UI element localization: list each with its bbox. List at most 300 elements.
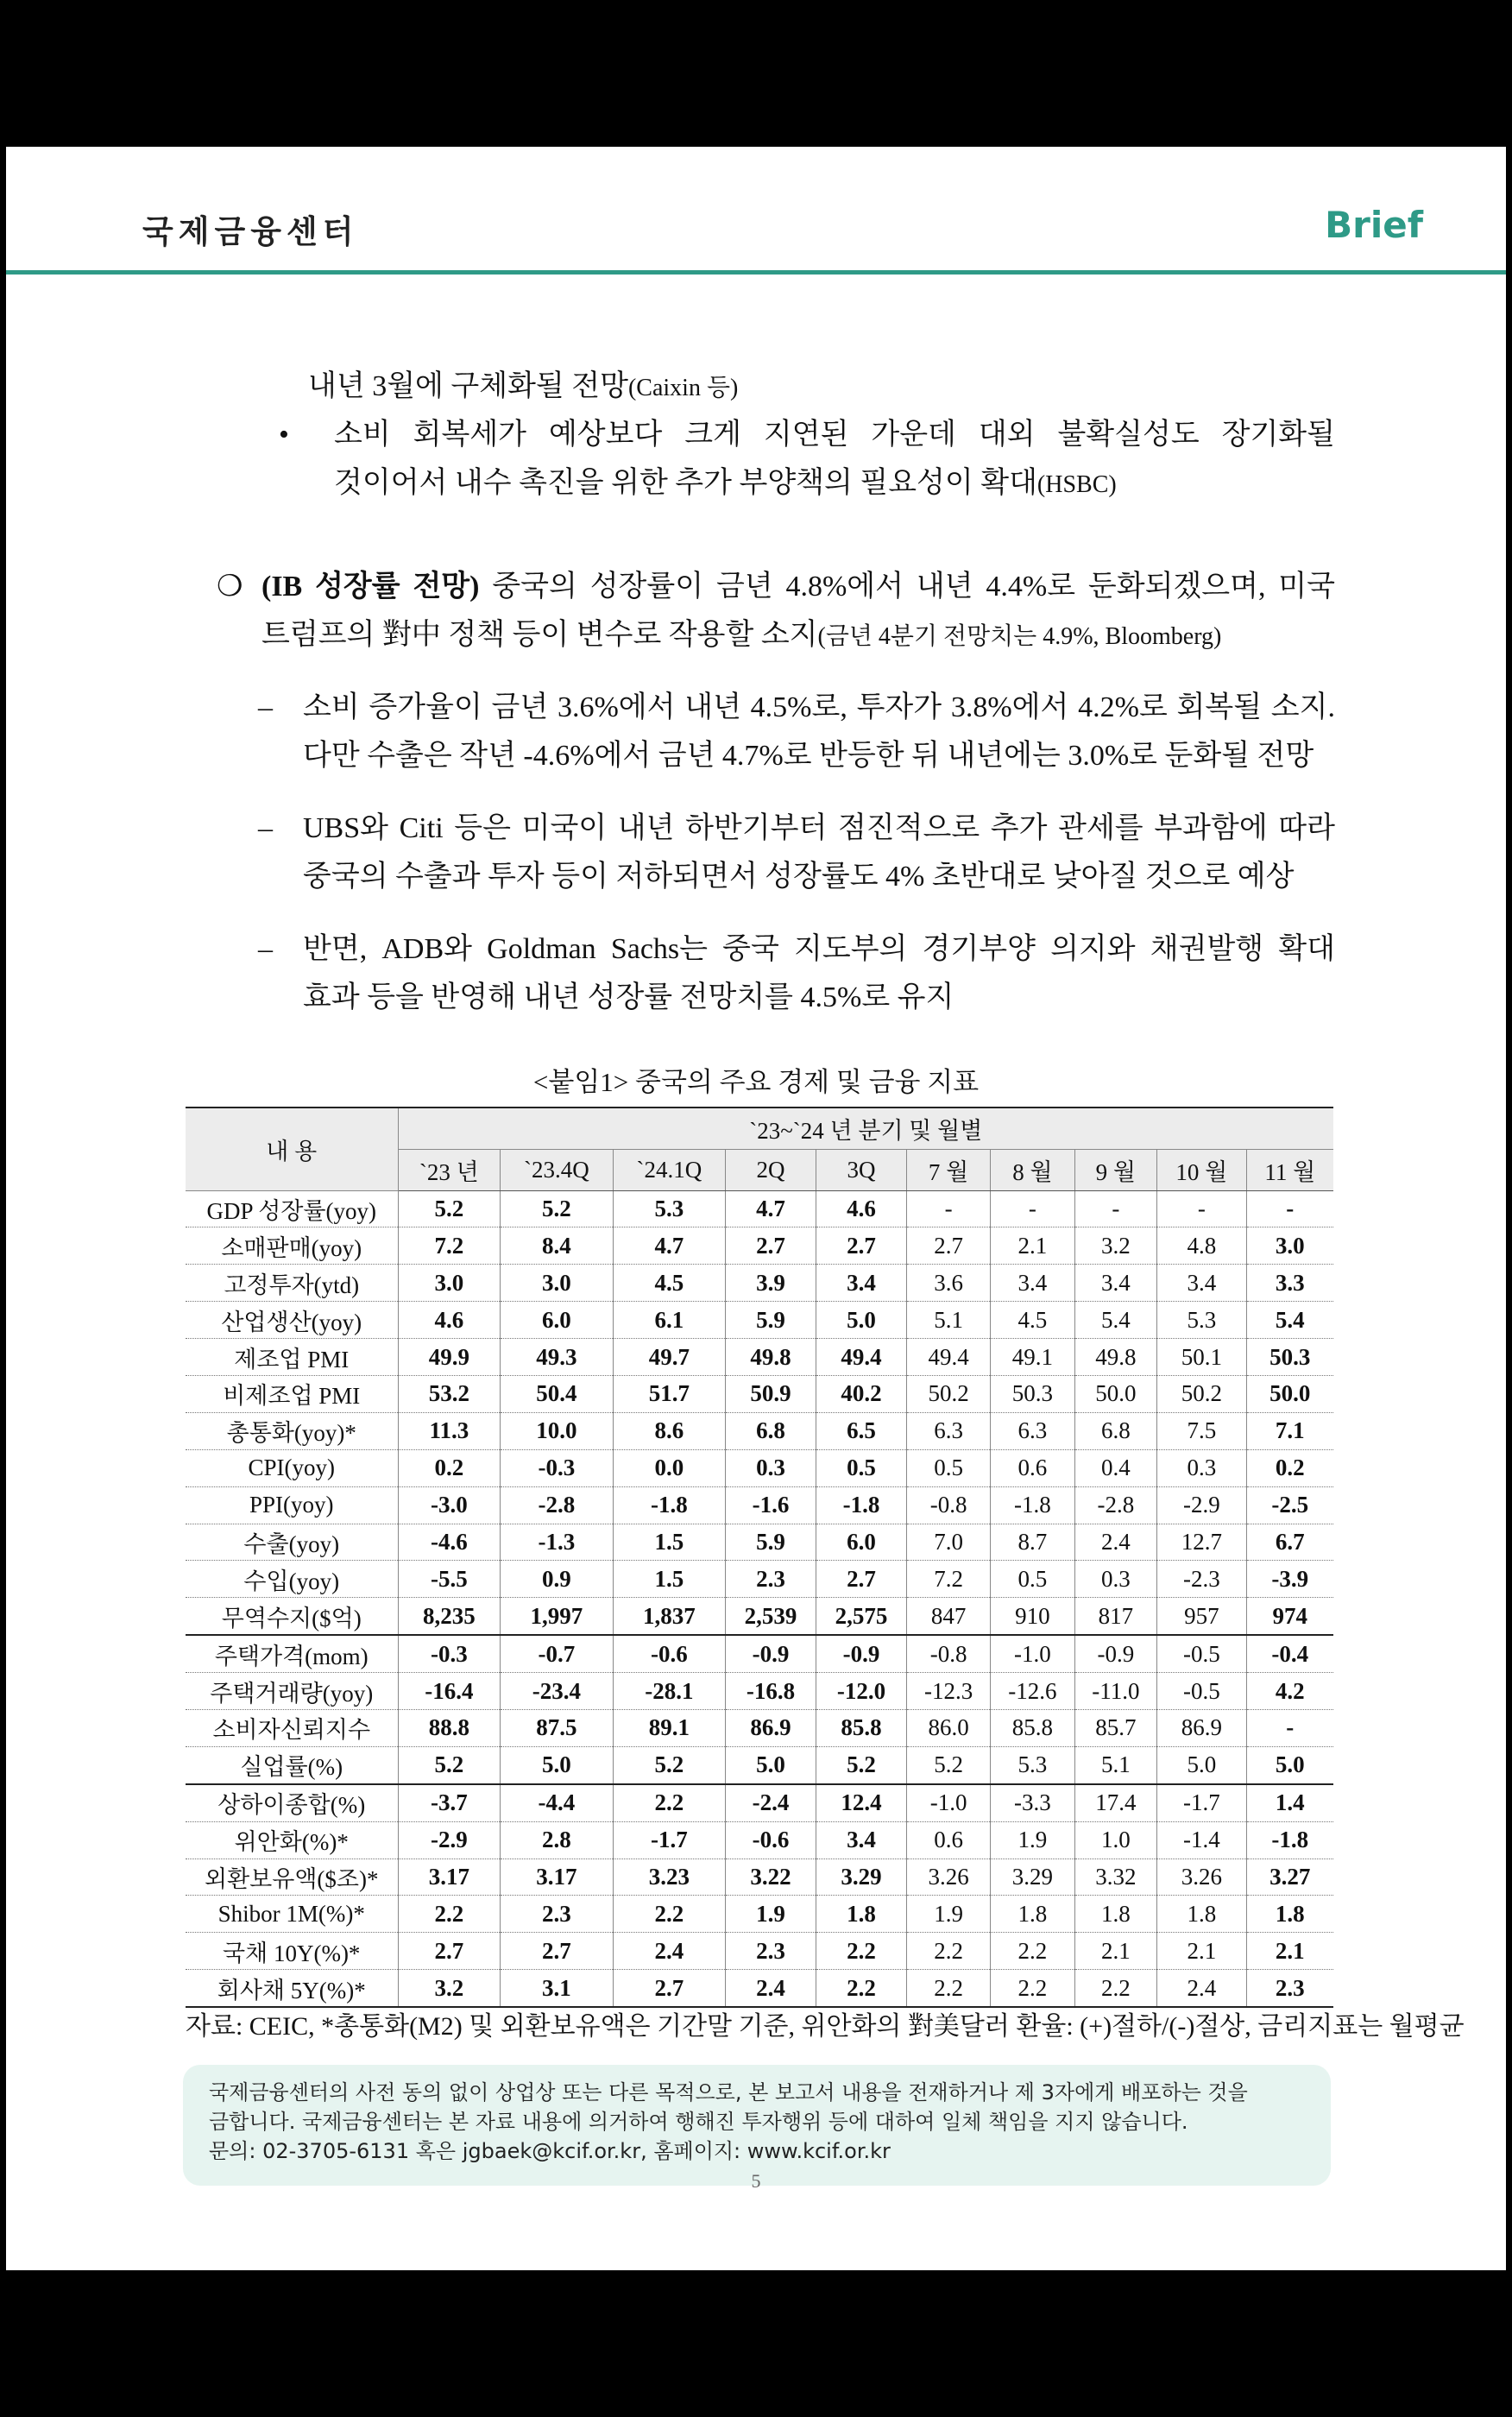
table-cell: -5.5 [398, 1561, 501, 1598]
table-cell: 2,575 [816, 1598, 907, 1635]
table-cell: 3.17 [398, 1859, 501, 1896]
table-cell: 7.2 [906, 1561, 990, 1598]
table-cell: 1.9 [991, 1821, 1074, 1859]
table-cell: 3.4 [816, 1265, 907, 1302]
table-cell: -3.0 [398, 1486, 501, 1524]
org-name: 국제금융센터 [142, 213, 359, 250]
bullet-line-2: 것이어서 내수 촉진을 위한 추가 부양책의 필요성이 확대(HSBC) [334, 467, 1117, 499]
table-source-note: 자료: CEIC, *총통화(M2) 및 외환보유액은 기간말 기준, 위안화의 對美달러 환율: (+)절하/(-)절상, 금리지표는 월평균 [186, 2012, 1465, 2041]
table-cell: -2.9 [1157, 1486, 1246, 1524]
table-cell: 3.17 [501, 1859, 613, 1896]
table-cell: 50.4 [501, 1375, 613, 1412]
table-cell: 49.8 [726, 1339, 816, 1376]
table-cell: - [1157, 1190, 1246, 1227]
table-cell: 5.2 [398, 1190, 501, 1227]
row-label: 외환보유액($조)* [186, 1859, 398, 1896]
table-cell: -2.3 [1157, 1561, 1246, 1598]
table-cell: 1.8 [991, 1896, 1074, 1933]
table-row [186, 1970, 1333, 2007]
table-cell: -0.8 [906, 1635, 990, 1672]
row-label: 산업생산(yoy) [186, 1302, 398, 1339]
table-cell: 85.8 [816, 1709, 907, 1746]
table-row [186, 1709, 1333, 1746]
table-row [186, 1598, 1333, 1635]
table-cell: -4.4 [501, 1784, 613, 1821]
table-cell: 12.4 [816, 1784, 907, 1821]
table-cell: 5.2 [816, 1746, 907, 1783]
table-cell: 7.2 [398, 1227, 501, 1265]
header-divider [6, 270, 1506, 275]
table-cell: 50.0 [1074, 1375, 1157, 1412]
table-cell: 3.29 [991, 1859, 1074, 1896]
table-corner-header: 내 용 [186, 1108, 398, 1190]
table-cell: 5.2 [501, 1190, 613, 1227]
table-cell: 6.0 [501, 1302, 613, 1339]
dash-mark: – [258, 933, 273, 965]
table-cell: 8,235 [398, 1598, 501, 1635]
column-header: 3Q [816, 1149, 907, 1190]
table-cell: 0.3 [726, 1449, 816, 1486]
dash1-line-1: 소비 증가율이 금년 3.6%에서 내년 4.5%로, 투자가 3.8%에서 4.2%로 회복될 소지. [303, 691, 1335, 723]
column-header: 7 월 [906, 1149, 990, 1190]
dash1-line-2: 다만 수출은 작년 -4.6%에서 금년 4.7%로 반등한 뒤 내년에는 3.0%로 둔화될 전망 [303, 740, 1314, 772]
row-label: 소비자신뢰지수 [186, 1709, 398, 1746]
table-row [186, 1412, 1333, 1449]
table-cell: -28.1 [613, 1673, 725, 1710]
table-cell: 6.5 [816, 1412, 907, 1449]
table-cell: 50.2 [906, 1375, 990, 1412]
table-cell: 5.3 [1157, 1302, 1246, 1339]
main-point-line-1: (IB 성장률 전망) 중국의 성장률이 금년 4.8%에서 내년 4.4%로 둔화되겠으며, 미국 [261, 571, 1335, 603]
bullet-line-1: 소비 회복세가 예상보다 크게 지연된 가운데 대외 불확실성도 장기화될 [334, 419, 1335, 451]
table-row [186, 1561, 1333, 1598]
table-cell: 2.3 [1246, 1970, 1333, 2007]
table-cell: 86.9 [726, 1709, 816, 1746]
table-cell: 2.1 [1074, 1933, 1157, 1970]
table-cell: -2.8 [1074, 1486, 1157, 1524]
table-cell: -0.9 [1074, 1635, 1157, 1672]
dash-mark: – [258, 691, 273, 723]
table-cell: 3.32 [1074, 1859, 1157, 1896]
table-cell: 0.0 [613, 1449, 725, 1486]
table-cell: -1.8 [613, 1486, 725, 1524]
row-label: 상하이종합(%) [186, 1784, 398, 1821]
table-cell: 817 [1074, 1598, 1157, 1635]
table-row [186, 1190, 1333, 1227]
table-cell: 5.4 [1246, 1302, 1333, 1339]
table-cell: 2.2 [613, 1896, 725, 1933]
main-point-line-2: 트럼프의 對中 정책 등이 변수로 작용할 소지(금년 4분기 전망치는 4.9%, Bloomberg) [261, 619, 1222, 651]
table-cell: 5.3 [991, 1746, 1074, 1783]
table-cell: 3.6 [906, 1265, 990, 1302]
table-row [186, 1265, 1333, 1302]
table-caption: <붙임1> 중국의 주요 경제 및 금융 지표 [532, 1067, 980, 1097]
table-cell: 1.4 [1246, 1784, 1333, 1821]
row-label: 수입(yoy) [186, 1561, 398, 1598]
table-cell: 3.0 [1246, 1227, 1333, 1265]
period-group-header: `23~`24 년 분기 및 월별 [398, 1108, 1333, 1149]
table-cell: 5.9 [726, 1302, 816, 1339]
bullet-mark: • [279, 419, 289, 451]
table-cell: 0.5 [991, 1561, 1074, 1598]
table-cell: -16.4 [398, 1673, 501, 1710]
table-cell: 2.2 [1074, 1970, 1157, 2007]
table-cell: 2,539 [726, 1598, 816, 1635]
table-cell: 1.8 [1246, 1896, 1333, 1933]
table-cell: 2.7 [398, 1933, 501, 1970]
table-cell: 3.3 [1246, 1265, 1333, 1302]
table-cell: 0.5 [906, 1449, 990, 1486]
table-cell: 5.0 [501, 1746, 613, 1783]
table-cell: -12.0 [816, 1673, 907, 1710]
table-cell: -1.4 [1157, 1821, 1246, 1859]
row-label: 회사채 5Y(%)* [186, 1970, 398, 2007]
table-cell: 2.4 [613, 1933, 725, 1970]
table-cell: -3.9 [1246, 1561, 1333, 1598]
table-cell: 50.1 [1157, 1339, 1246, 1376]
table-cell: 4.7 [726, 1190, 816, 1227]
table-cell: 49.3 [501, 1339, 613, 1376]
table-cell: -0.9 [726, 1635, 816, 1672]
column-header: `23 년 [398, 1149, 501, 1190]
table-cell: 1.8 [816, 1896, 907, 1933]
table-cell: -1.0 [906, 1784, 990, 1821]
table-cell: 87.5 [501, 1709, 613, 1746]
table-cell: 5.4 [1074, 1302, 1157, 1339]
table-cell: 4.7 [613, 1227, 725, 1265]
table-cell: 10.0 [501, 1412, 613, 1449]
table-cell: 0.5 [816, 1449, 907, 1486]
table-cell: 974 [1246, 1598, 1333, 1635]
table-cell: -11.0 [1074, 1673, 1157, 1710]
table-cell: 2.1 [991, 1227, 1074, 1265]
table-cell: -1.8 [991, 1486, 1074, 1524]
table-cell: 1,997 [501, 1598, 613, 1635]
table-cell: 910 [991, 1598, 1074, 1635]
table-cell: 0.6 [991, 1449, 1074, 1486]
table-cell: -0.6 [726, 1821, 816, 1859]
table-cell: 49.4 [816, 1339, 907, 1376]
circle-bullet-mark: ❍ [217, 571, 243, 603]
table-cell: 5.1 [906, 1302, 990, 1339]
table-cell: 5.3 [613, 1190, 725, 1227]
continuation-line: 내년 3월에 구체화될 전망(Caixin 등) [308, 370, 739, 402]
table-cell: 2.2 [816, 1933, 907, 1970]
table-cell: 3.27 [1246, 1859, 1333, 1896]
table-cell: 0.3 [1074, 1561, 1157, 1598]
table-cell: 5.9 [726, 1524, 816, 1561]
table-cell: 5.0 [816, 1302, 907, 1339]
table-cell: 2.4 [726, 1970, 816, 2007]
copyright-notice [183, 2065, 1331, 2186]
table-cell: 1.9 [906, 1896, 990, 1933]
table-row [186, 1746, 1333, 1783]
table-cell: -1.7 [1157, 1784, 1246, 1821]
table-row [186, 1933, 1333, 1970]
table-cell: 50.0 [1246, 1375, 1333, 1412]
table-cell: 6.8 [1074, 1412, 1157, 1449]
table-cell: -1.8 [1246, 1821, 1333, 1859]
table-cell: 3.4 [816, 1821, 907, 1859]
row-label: 무역수지($억) [186, 1598, 398, 1635]
table-cell: 3.2 [1074, 1227, 1157, 1265]
notice-line-3: 문의: 02-3705-6131 혹은 jgbaek@kcif.or.kr, 홈페이지: www.kcif.or.kr [209, 2139, 891, 2163]
table-cell: 50.9 [726, 1375, 816, 1412]
table-cell: 3.0 [501, 1265, 613, 1302]
table-cell: - [991, 1190, 1074, 1227]
row-label: 실업률(%) [186, 1746, 398, 1783]
table-cell: 2.4 [1074, 1524, 1157, 1561]
table-row [186, 1449, 1333, 1486]
table-cell: -0.3 [501, 1449, 613, 1486]
table-cell: 847 [906, 1598, 990, 1635]
table-cell: -1.0 [991, 1635, 1074, 1672]
table-cell: 2.3 [726, 1561, 816, 1598]
table-cell: - [1246, 1190, 1333, 1227]
table-cell: 51.7 [613, 1375, 725, 1412]
table-row [186, 1896, 1333, 1933]
table-row [186, 1673, 1333, 1710]
table-cell: -0.6 [613, 1635, 725, 1672]
table-cell: - [1246, 1709, 1333, 1746]
table-cell: 1.8 [1157, 1896, 1246, 1933]
table-cell: 7.5 [1157, 1412, 1246, 1449]
table-cell: 49.7 [613, 1339, 725, 1376]
table-cell: 0.2 [1246, 1449, 1333, 1486]
table-cell: 86.9 [1157, 1709, 1246, 1746]
table-cell: 6.3 [991, 1412, 1074, 1449]
table-cell: - [906, 1190, 990, 1227]
row-label: 비제조업 PMI [186, 1375, 398, 1412]
document-page [6, 147, 1506, 2270]
table-cell: 2.7 [816, 1227, 907, 1265]
brief-label: Brief [1325, 204, 1423, 246]
table-cell: 1.9 [726, 1896, 816, 1933]
table-cell: -0.9 [816, 1635, 907, 1672]
table-cell: 40.2 [816, 1375, 907, 1412]
table-cell: 2.2 [991, 1970, 1074, 2007]
table-cell: 3.2 [398, 1970, 501, 2007]
table-cell: -0.3 [398, 1635, 501, 1672]
table-cell: 2.7 [613, 1970, 725, 2007]
table-cell: 3.23 [613, 1859, 725, 1896]
row-label: 주택거래량(yoy) [186, 1673, 398, 1710]
table-cell: 0.6 [906, 1821, 990, 1859]
table-cell: 2.8 [501, 1821, 613, 1859]
table-cell: 6.3 [906, 1412, 990, 1449]
table-row [186, 1486, 1333, 1524]
table-cell: 5.2 [398, 1746, 501, 1783]
table-cell: -0.4 [1246, 1635, 1333, 1672]
table-cell: 3.1 [501, 1970, 613, 2007]
table-row [186, 1375, 1333, 1412]
table-cell: 49.1 [991, 1339, 1074, 1376]
table-row [186, 1784, 1333, 1821]
table-cell: -2.9 [398, 1821, 501, 1859]
table-cell: 2.2 [613, 1784, 725, 1821]
table-cell: -3.7 [398, 1784, 501, 1821]
table-cell: 2.2 [906, 1933, 990, 1970]
indicator-table [186, 1107, 1333, 2008]
table-cell: 3.29 [816, 1859, 907, 1896]
table-cell: 4.5 [991, 1302, 1074, 1339]
table-cell: 12.7 [1157, 1524, 1246, 1561]
table-cell: -23.4 [501, 1673, 613, 1710]
row-label: Shibor 1M(%)* [186, 1896, 398, 1933]
table-cell: 3.4 [1074, 1265, 1157, 1302]
table-cell: 7.0 [906, 1524, 990, 1561]
table-cell: 957 [1157, 1598, 1246, 1635]
table-cell: 2.3 [726, 1933, 816, 1970]
row-label: 소매판매(yoy) [186, 1227, 398, 1265]
table-cell: 1.5 [613, 1561, 725, 1598]
table-cell: 53.2 [398, 1375, 501, 1412]
table-cell: 2.7 [816, 1561, 907, 1598]
row-label: GDP 성장률(yoy) [186, 1190, 398, 1227]
table-cell: 6.8 [726, 1412, 816, 1449]
notice-line-2: 금합니다. 국제금융센터는 본 자료 내용에 의거하여 행해진 투자행위 등에 대하여 일체 책임을 지지 않습니다. [209, 2110, 1188, 2134]
table-cell: 4.6 [398, 1302, 501, 1339]
table-cell: 85.7 [1074, 1709, 1157, 1746]
table-cell: 3.4 [1157, 1265, 1246, 1302]
table-cell: 6.7 [1246, 1524, 1333, 1561]
column-header: 10 월 [1157, 1149, 1246, 1190]
table-cell: - [1074, 1190, 1157, 1227]
table-cell: 2.7 [501, 1933, 613, 1970]
table-cell: 11.3 [398, 1412, 501, 1449]
table-cell: 50.2 [1157, 1375, 1246, 1412]
column-header: `24.1Q [613, 1149, 725, 1190]
table-cell: 49.9 [398, 1339, 501, 1376]
table-cell: 0.4 [1074, 1449, 1157, 1486]
table-cell: 85.8 [991, 1709, 1074, 1746]
table-row [186, 1635, 1333, 1672]
table-cell: 2.3 [501, 1896, 613, 1933]
table-cell: 50.3 [1246, 1339, 1333, 1376]
table-cell: 4.8 [1157, 1227, 1246, 1265]
table-cell: -1.8 [816, 1486, 907, 1524]
table-row [186, 1302, 1333, 1339]
table-row [186, 1339, 1333, 1376]
column-header: 2Q [726, 1149, 816, 1190]
table-cell: -12.3 [906, 1673, 990, 1710]
table-cell: 86.0 [906, 1709, 990, 1746]
table-cell: 50.3 [991, 1375, 1074, 1412]
table-cell: 5.0 [726, 1746, 816, 1783]
table-cell: 2.7 [906, 1227, 990, 1265]
row-label: 국채 10Y(%)* [186, 1933, 398, 1970]
table-cell: -0.7 [501, 1635, 613, 1672]
table-cell: -0.5 [1157, 1673, 1246, 1710]
table-cell: 0.9 [501, 1561, 613, 1598]
table-cell: 0.2 [398, 1449, 501, 1486]
dash3-line-2: 효과 등을 반영해 내년 성장률 전망치를 4.5%로 유지 [303, 981, 954, 1013]
table-cell: 5.0 [1157, 1746, 1246, 1783]
table-cell: 6.0 [816, 1524, 907, 1561]
row-label: 고정투자(ytd) [186, 1265, 398, 1302]
table-cell: -0.5 [1157, 1635, 1246, 1672]
table-cell: 2.2 [398, 1896, 501, 1933]
table-cell: 2.2 [816, 1970, 907, 2007]
table-cell: -16.8 [726, 1673, 816, 1710]
row-label: 총통화(yoy)* [186, 1412, 398, 1449]
table-cell: -2.5 [1246, 1486, 1333, 1524]
table-row [186, 1859, 1333, 1896]
table-cell: 1,837 [613, 1598, 725, 1635]
table-cell: -3.3 [991, 1784, 1074, 1821]
table-cell: 2.1 [1246, 1933, 1333, 1970]
table-cell: 89.1 [613, 1709, 725, 1746]
dash2-line-1: UBS와 Citi 등은 미국이 내년 하반기부터 점진적으로 추가 관세를 부과함에 따라 [303, 812, 1335, 844]
notice-line-1: 국제금융센터의 사전 동의 없이 상업상 또는 다른 목적으로, 본 보고서 내용을 전재하거나 제 3자에게 배포하는 것을 [209, 2080, 1248, 2105]
table-row [186, 1227, 1333, 1265]
table-cell: 5.2 [613, 1746, 725, 1783]
row-label: 수출(yoy) [186, 1524, 398, 1561]
table-cell: 2.2 [906, 1970, 990, 2007]
table-cell: 0.3 [1157, 1449, 1246, 1486]
row-label: 제조업 PMI [186, 1339, 398, 1376]
table-cell: 4.6 [816, 1190, 907, 1227]
table-row [186, 1524, 1333, 1561]
column-header: 8 월 [991, 1149, 1074, 1190]
table-cell: 3.9 [726, 1265, 816, 1302]
table-cell: -2.4 [726, 1784, 816, 1821]
column-header: 11 월 [1246, 1149, 1333, 1190]
table-cell: 5.0 [1246, 1746, 1333, 1783]
row-label: PPI(yoy) [186, 1486, 398, 1524]
table-cell: 49.8 [1074, 1339, 1157, 1376]
table-cell: 49.4 [906, 1339, 990, 1376]
table-cell: 88.8 [398, 1709, 501, 1746]
row-label: CPI(yoy) [186, 1449, 398, 1486]
row-label: 주택가격(mom) [186, 1635, 398, 1672]
table-cell: 7.1 [1246, 1412, 1333, 1449]
table-cell: 17.4 [1074, 1784, 1157, 1821]
dash3-line-1: 반면, ADB와 Goldman Sachs는 중국 지도부의 경기부양 의지와 채권발행 확대 [303, 933, 1335, 965]
table-cell: 3.22 [726, 1859, 816, 1896]
table-cell: 8.6 [613, 1412, 725, 1449]
table-cell: 3.0 [398, 1265, 501, 1302]
table-cell: -0.8 [906, 1486, 990, 1524]
table-cell: 8.4 [501, 1227, 613, 1265]
table-cell: 8.7 [991, 1524, 1074, 1561]
table-cell: 5.2 [906, 1746, 990, 1783]
table-cell: 3.4 [991, 1265, 1074, 1302]
table-cell: 2.7 [726, 1227, 816, 1265]
table-cell: 2.4 [1157, 1970, 1246, 2007]
table-cell: 4.2 [1246, 1673, 1333, 1710]
table-cell: 3.26 [1157, 1859, 1246, 1896]
table-cell: 2.1 [1157, 1933, 1246, 1970]
page-number: 5 [751, 2170, 761, 2192]
table-cell: -2.8 [501, 1486, 613, 1524]
table-cell: 5.1 [1074, 1746, 1157, 1783]
table-cell: -1.7 [613, 1821, 725, 1859]
row-label: 위안화(%)* [186, 1821, 398, 1859]
dash-mark: – [258, 812, 273, 844]
table-row [186, 1821, 1333, 1859]
table-cell: 1.5 [613, 1524, 725, 1561]
table-cell: 1.8 [1074, 1896, 1157, 1933]
dash2-line-2: 중국의 수출과 투자 등이 저하되면서 성장률도 4% 초반대로 낮아질 것으로 예상 [303, 861, 1295, 893]
table-cell: 1.0 [1074, 1821, 1157, 1859]
table-cell: 2.2 [991, 1933, 1074, 1970]
table-cell: -12.6 [991, 1673, 1074, 1710]
table-cell: -1.3 [501, 1524, 613, 1561]
table-cell: 3.26 [906, 1859, 990, 1896]
table-cell: 6.1 [613, 1302, 725, 1339]
table-cell: -4.6 [398, 1524, 501, 1561]
